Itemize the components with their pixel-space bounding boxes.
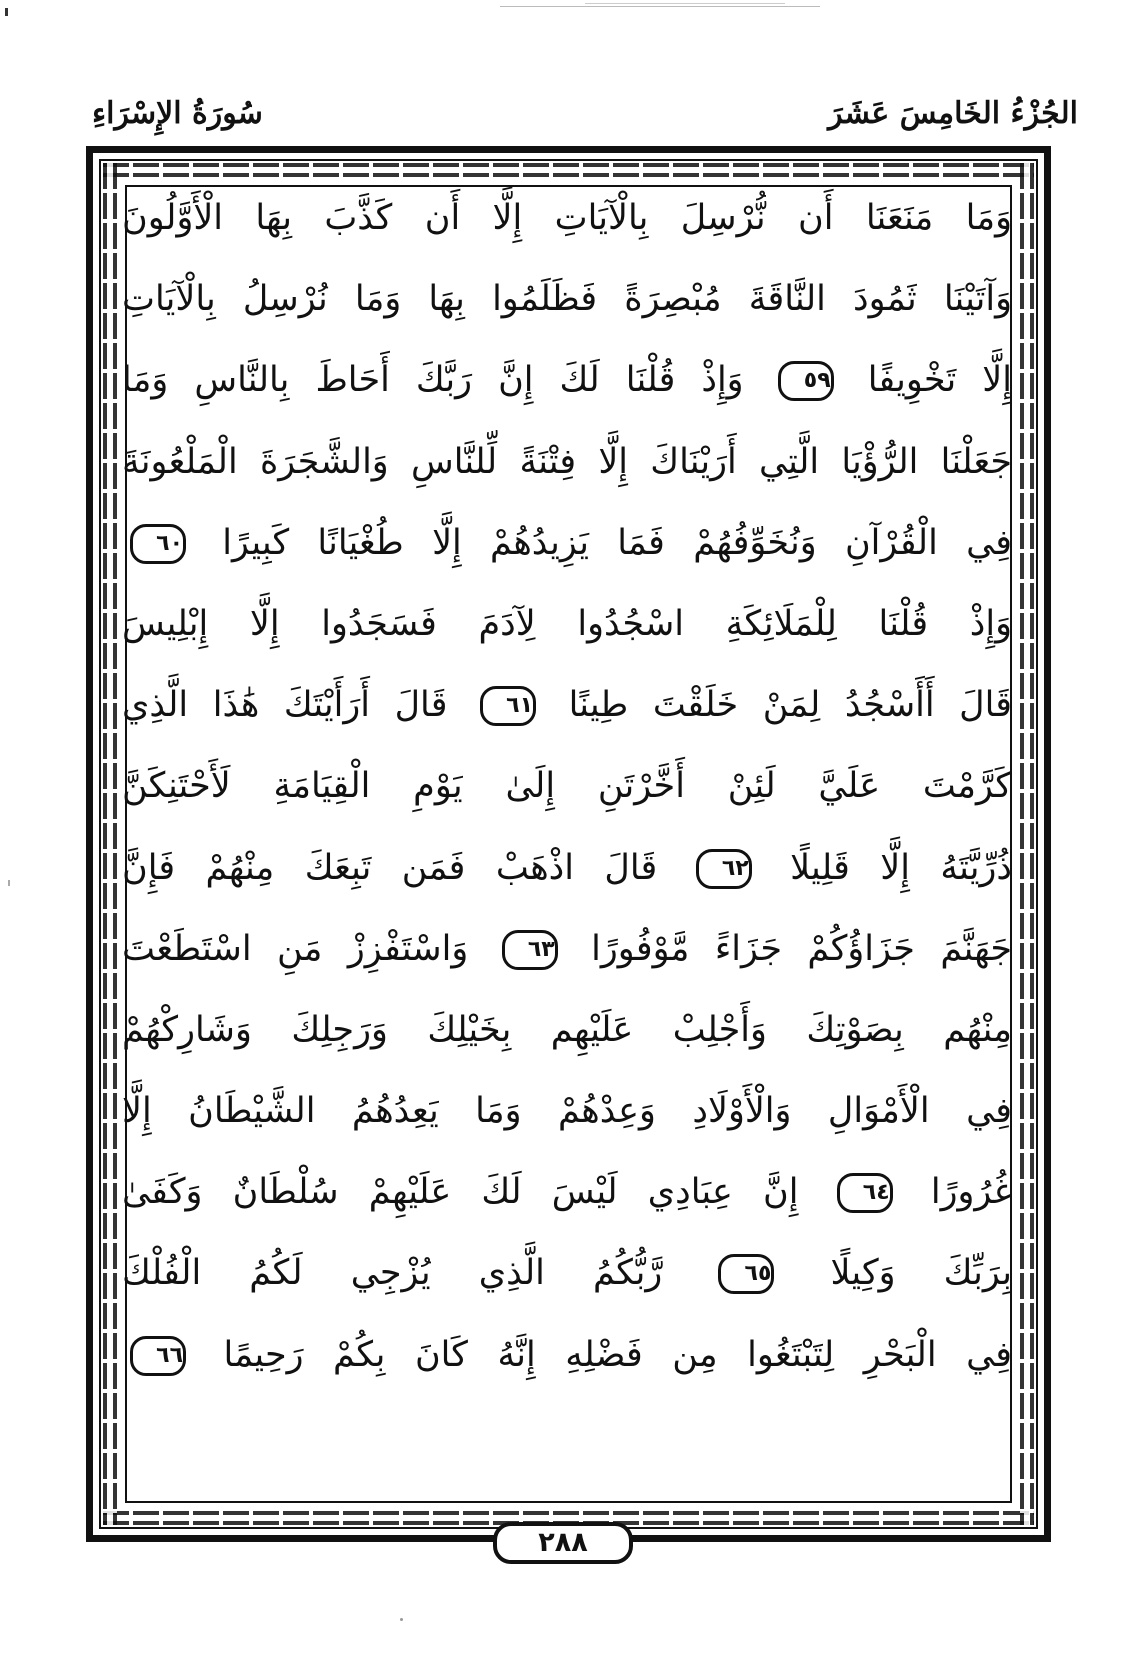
text-line: [122, 503, 1012, 584]
text-line: [122, 909, 1012, 990]
verse-text: ذُرِّيَّتَهُ إِلَّا قَلِيلًا: [790, 847, 1012, 888]
text-line: [122, 1071, 1012, 1152]
verse-text: مِنْهُم بِصَوْتِكَ وَأَجْلِبْ عَلَيْهِم بِخَيْلِكَ وَرَجِلِكَ وَشَارِكْهُمْ: [122, 1009, 1012, 1050]
verse-text: وَمَا مَنَعَنَا أَن نُّرْسِلَ بِالْآيَاتِ إِلَّا أَن كَذَّبَ بِهَا الْأَوَّلُونَ: [122, 198, 1012, 238]
scan-mark: [585, 3, 785, 4]
text-line: [122, 422, 1012, 503]
ayah-number-marker: ٦٠: [130, 524, 186, 564]
page-number: ٢٨٨: [493, 1522, 633, 1564]
scan-speck: [8, 880, 10, 886]
verse-text: وَاسْتَفْزِزْ مَنِ اسْتَطَعْتَ: [122, 928, 469, 969]
verse-text: قَالَ اذْهَبْ فَمَن تَبِعَكَ مِنْهُمْ فَإِنَّ: [122, 847, 658, 888]
verse-text: جَعَلْنَا الرُّؤْيَا الَّتِي أَرَيْنَاكَ إِلَّا فِتْنَةً لِّلنَّاسِ وَالشَّجَرَةَ الْمَلْعُونَةَ: [122, 441, 1012, 482]
text-line: [122, 828, 1012, 909]
verse-text: فِي الْأَمْوَالِ وَالْأَوْلَادِ وَعِدْهُمْ وَمَا يَعِدُهُمُ الشَّيْطَانُ إِلَّا: [122, 1091, 1012, 1132]
text-line: [122, 178, 1012, 259]
verse-text: وَإِذْ قُلْنَا لَكَ إِنَّ رَبَّكَ أَحَاطَ بِالنَّاسِ وَمَا: [122, 360, 744, 401]
text-line: [122, 1152, 1012, 1233]
verse-text: جَهَنَّمَ جَزَاؤُكُمْ جَزَاءً مَّوْفُورًا: [591, 928, 1012, 969]
text-line: [122, 990, 1012, 1071]
ayah-number-marker: ٦٤: [837, 1173, 893, 1213]
verse-text: فِي الْبَحْرِ لِتَبْتَغُوا مِن فَضْلِهِ إِنَّهُ كَانَ بِكُمْ رَحِيمًا: [223, 1334, 1012, 1375]
text-line: [122, 259, 1012, 340]
surah-title: سُورَةُ الإِسْرَاءِ: [92, 96, 263, 131]
text-line: [122, 1315, 1012, 1396]
ayah-number-marker: ٦٥: [718, 1254, 774, 1294]
verse-text: إِنَّ عِبَادِي لَيْسَ لَكَ عَلَيْهِمْ سُلْطَانٌ وَكَفَىٰ: [122, 1172, 799, 1213]
verse-text: قَالَ أَأَسْجُدُ لِمَنْ خَلَقْتَ طِينًا: [568, 685, 1012, 726]
text-line: [122, 584, 1012, 665]
scan-mark: [5, 8, 8, 16]
ayah-number-marker: ٦٢: [696, 849, 752, 889]
frame-band-right: [1020, 163, 1034, 1525]
verse-text: كَرَّمْتَ عَلَيَّ لَئِنْ أَخَّرْتَنِ إِلَىٰ يَوْمِ الْقِيَامَةِ لَأَحْتَنِكَنَّ: [122, 766, 1012, 807]
verse-text: فِي الْقُرْآنِ وَنُخَوِّفُهُمْ فَمَا يَزِيدُهُمْ إِلَّا طُغْيَانًا كَبِيرًا: [222, 522, 1012, 563]
text-line: [122, 746, 1012, 827]
frame-band-left: [103, 163, 117, 1525]
verse-text: إِلَّا تَخْوِيفًا: [867, 360, 1012, 401]
verse-text: رَّبُّكُمُ الَّذِي يُزْجِي لَكُمُ الْفُلْكَ: [122, 1253, 663, 1294]
text-line: [122, 665, 1012, 746]
frame-band-top: [103, 163, 1034, 177]
scan-mark: [500, 6, 820, 7]
ayah-number-marker: ٥٩: [778, 361, 834, 401]
scan-speck: [400, 1618, 403, 1621]
ayah-number-marker: ٦٦: [130, 1336, 186, 1376]
verse-text: وَآتَيْنَا ثَمُودَ النَّاقَةَ مُبْصِرَةً فَظَلَمُوا بِهَا وَمَا نُرْسِلُ بِالْآيَاتِ: [122, 279, 1012, 320]
text-line: [122, 1233, 1012, 1314]
quran-text-block: [122, 178, 1012, 1396]
verse-text: بِرَبِّكَ وَكِيلًا: [830, 1253, 1012, 1294]
juz-title: الجُزْءُ الخَامِسَ عَشَرَ: [828, 96, 1078, 131]
text-line: [122, 340, 1012, 421]
verse-text: قَالَ أَرَأَيْتَكَ هَٰذَا الَّذِي: [122, 685, 448, 726]
ayah-number-marker: ٦١: [480, 686, 536, 726]
verse-text: غُرُورًا: [930, 1172, 1012, 1213]
ayah-number-marker: ٦٣: [502, 930, 558, 970]
verse-text: وَإِذْ قُلْنَا لِلْمَلَائِكَةِ اسْجُدُوا لِآدَمَ فَسَجَدُوا إِلَّا إِبْلِيسَ: [122, 603, 1012, 644]
